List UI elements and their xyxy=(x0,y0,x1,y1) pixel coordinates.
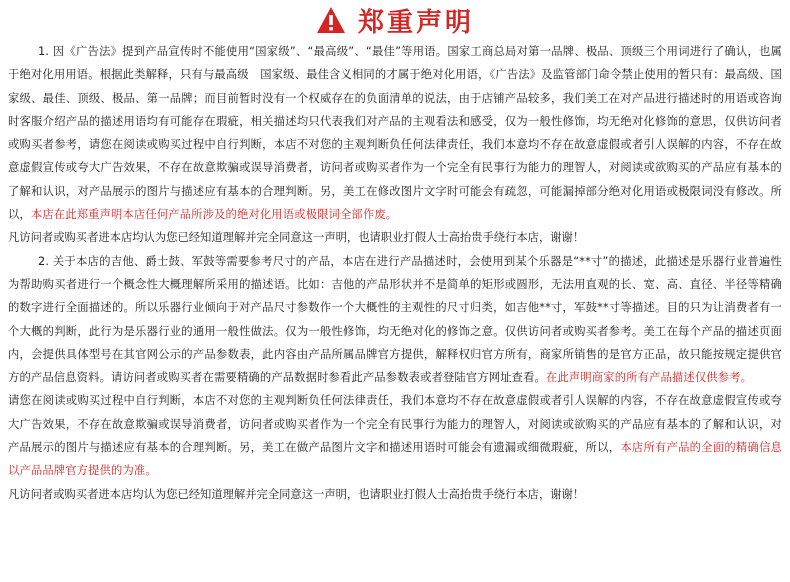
section-2-closing: 凡访问者或购买者进本店均认为您已经知道理解并完全同意这一声明，也请职业打假人士高抬贵手绕行本店，谢谢！ xyxy=(8,487,585,501)
section-2-highlight: 在此声明商家的所有产品描述仅供参考。 xyxy=(546,371,753,385)
section-1-closing: 凡访问者或购买者进本店均认为您已经知道理解并完全同意这一声明，也请职业打假人士高抬贵手绕行本店，谢谢！ xyxy=(8,231,585,245)
warning-icon xyxy=(316,6,346,34)
section-2-paragraph xyxy=(8,250,782,390)
section-1-text: 1. 因《广告法》提到产品宣传时不能使用“国家级”、“最高级”、“最佳”等用语。国家工商总局对第一品牌、极品、顶级三个用词进行了确认，也属于绝对化用用语。根据此类解释，只有与最高级 国家级、最佳含义相同的才属于绝对化用语，《广告法》及监管部门命令禁止使用的暂只有：最高级、国家级、最佳、顶级、极品、第一品牌；而目前暂时没有一个权威存在的负面清单的说法，由于店铺产品较多，我们美工在对产品进行描述时的用语或咨询时客服介绍产品的描述用语均有可能存在瑕疵，相关描述均只代表我们对产品的主观看法和感受，仅为一般性修饰，均无绝对化修饰的意思，仅供访问者或购买者参考，请您在阅读或购买过程中自行判断，本店不对您的主观判断负任何法律责任，我们本意均不存在故意虚假或者引人误解的内容，不存在故意虚假宣传或夸大广告效果，不存在故意欺骗或误导消费者，访问者或购买者作为一个完全有民事行为能力的理智人，对阅读或欲购买的产品应有基本的了解和认识，对产品展示的图片与描述应有基本的合理判断。另，美工在修改图片文字时可能会有疏忽，可能漏掉部分绝对化用语或极限词没有修改。所以， xyxy=(8,45,782,222)
section-2-text-continued: 请您在阅读或购买过程中自行判断，本店不对您的主观判断负任何法律责任，我们本意均不存在故意虚假或者引人误解的内容，不存在故意虚假宣传或夸大广告效果，不存在故意欺骗或误导消费者，访问者或购买者作为一个完全有民事行为能力的理智人，对阅读或欲购买的产品应有基本的了解和认识，对产品展示的图片与描述应有基本的合理判断。另，美工在做产品图片文字和描述用语时可能会有遗漏或细微瑕疵，所以， xyxy=(8,394,782,455)
section-2-text: 2. 关于本店的吉他、爵士鼓、军鼓等需要参考尺寸的产品，本店在进行产品描述时，会使用到某个乐器是“**寸”的描述，此描述是乐器行业普遍性为帮助购买者进行一个概念性大概理解所采用的描述语。比如：吉他的产品形状并不是简单的矩形或圆形，无法用直观的长、宽、高、直径、半径等精确的数字进行全面描述的。所以乐器行业倾向于对产品尺寸参数作一个大概性的主观性的尺寸归类，如吉他**寸，军鼓**寸等描述。目的只为让消费者有一个大概的判断，此行为是乐器行业的通用一般性做法。仅为一般性修饰，均无绝对化的修饰之意。仅供访问者或购买者参考。美工在每个产品的描述页面内，会提供具体型号在其官网公示的产品参数表，此内容由产品所属品牌官方提供，解释权归官方所有，商家所销售的是官方正品，故只能按规定提供官方的产品信息资料。请访问者或购买者在需要精确的产品数据时参看此产品参数表或者登陆官方网址查看。 xyxy=(8,254,782,385)
section-2-paragraph-continued xyxy=(8,389,782,482)
section-1-paragraph xyxy=(8,40,782,226)
section-2-highlight-2: 本店所有产品的全面的精确信息以产品品牌官方提供的为准。 xyxy=(8,441,782,478)
header xyxy=(8,0,782,40)
page-title: 郑重声明 xyxy=(357,7,474,38)
section-1-highlight: 本店在此郑重声明本店任何产品所涉及的绝对化用语或极限词全部作废。 xyxy=(30,208,398,222)
